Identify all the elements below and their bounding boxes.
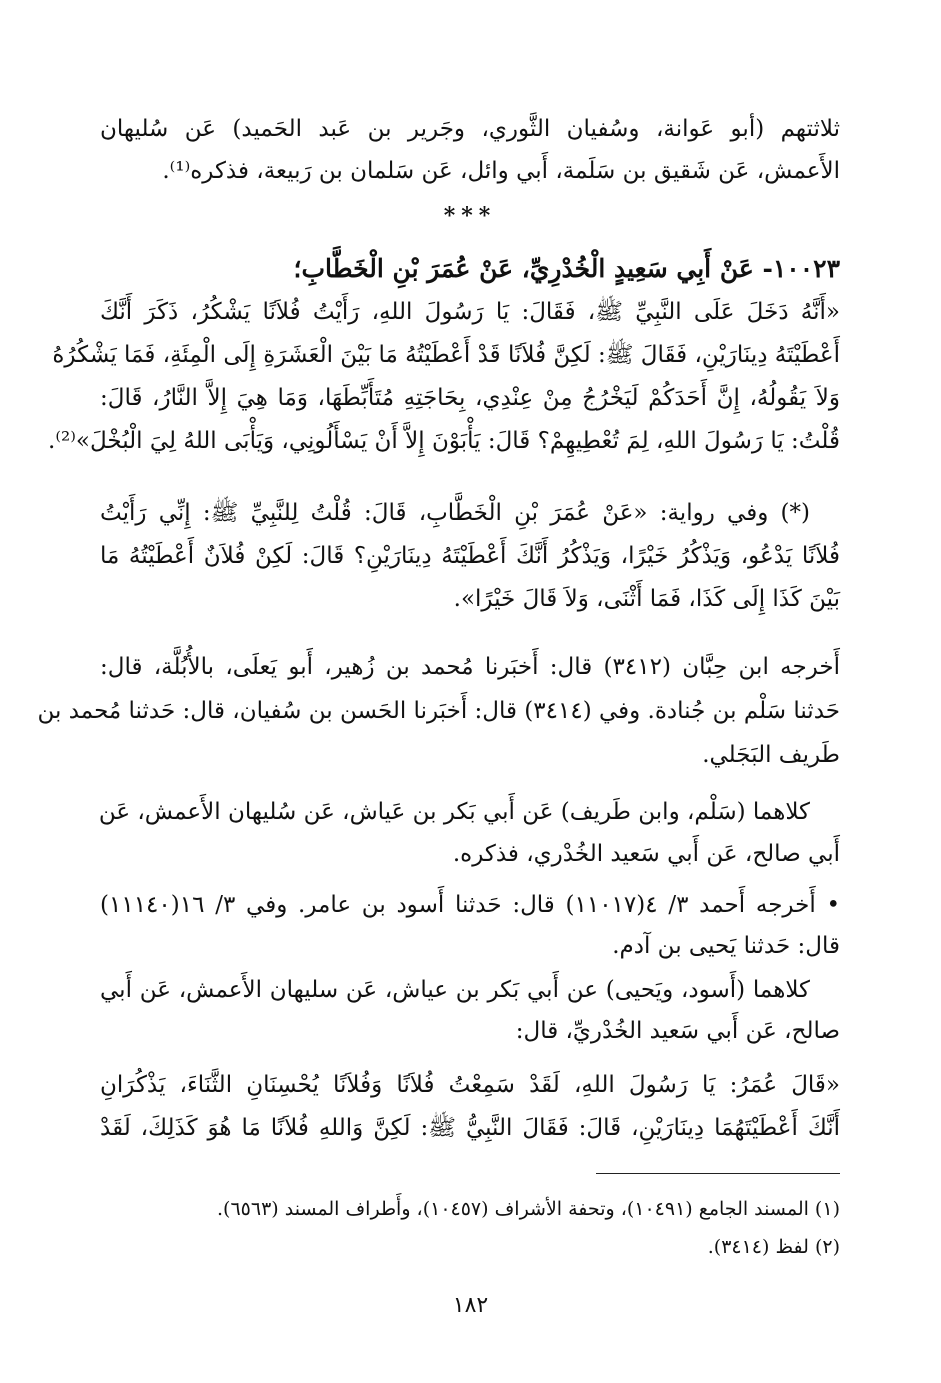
text-line: كلاهما (سَلْم، وابن طَريف) عَن أَبي بَكر بن عَياش، عَن سُليهان الأَعمش، عَن [98, 799, 810, 825]
text-line: الأَعمش، عَن شَقيق بن سَلَمة، أَبي وائل، عَن سَلمان بن رَبيعة، فذكره⁽¹⁾. [162, 158, 840, 184]
hadith-heading: ١٠٠٢٣- عَنْ أَبِي سَعِيدٍ الْخُدْرِيِّ، عَنْ عُمَرَ بْنِ الْخَطَّابِ؛ [293, 254, 840, 283]
text-line: أَنَّكَ أَعْطَيْتَهُمَا دِينَارَيْنِ، قَالَ: فَقَالَ النَّبِيُّ ﷺ: لَكِنَّ وَاللهِ فُلاَنًا مَا هُوَ كَذَلِكَ، لَقَدْ [100, 1115, 840, 1141]
text-line: صالح، عَن أَبي سَعيد الخُدْريِّ، قال: [515, 1018, 840, 1044]
text-line: وَلاَ يَقُولُهُ، إِنَّ أَحَدَكُمْ لَيَخْرُجُ مِنْ عِنْدِي، بِحَاجَتِهِ مُتَأَبِّطَهَا، وَمَا هِيَ إِلاَّ النَّارُ، قَالَ: [100, 385, 840, 411]
footnote: (١) المسند الجامع (١٠٤٩١)، وتحفة الأشراف (١٠٤٥٧)، وأَطراف المسند (٦٥٦٣). [217, 1198, 840, 1220]
text-line: • أَخرجه أَحمد ٣/ ٤(١١٠١٧) قال: حَدثنا أَسود بن عامر. وفي ٣/ ١٦(١١١٤٠) [100, 892, 841, 918]
text-line: كلاهما (أَسود، ويَحيى) عن أَبي بَكر بن عياش، عَن سليهان الأَعمش، عَن أَبي [100, 977, 810, 1003]
text-line: بَيْنَ كَذَا إِلَى كَذَا، فَمَا أَثْنَى، وَلاَ قَالَ خَيْرًا». [453, 586, 840, 612]
footnote-rule [596, 1173, 840, 1174]
page-number: ١٨٢ [452, 1293, 489, 1318]
text-line: قال: حَدثنا يَحيى بن آدم. [612, 933, 840, 959]
text-line: حَدثنا سَلْم بن جُنادة. وفي (٣٤١٤) قال: أَخبَرنا الحَسن بن سُفيان، قال: حَدثنا مُحمد بن [37, 698, 840, 724]
text-line: قُلْتُ: يَا رَسُولَ اللهِ، لِمَ تُعْطِيهِمْ؟ قَالَ: يَأْبَوْنَ إِلاَّ أَنْ يَسْأَلُونِي، وَيَأْبَى اللهُ لِيَ الْبُخْلَ»⁽²⁾. [48, 428, 840, 454]
text-line: «قَالَ عُمَرُ: يَا رَسُولَ اللهِ، لَقَدْ سَمِعْتُ فُلاَنًا وَفُلاَنًا يُحْسِنَانِ الثَّنَاءَ، يَذْكُرَانِ [100, 1072, 840, 1098]
text-line: فُلاَنًا يَدْعُو، وَيَذْكُرُ خَيْرًا، وَيَذْكُرُ أَنَّكَ أَعْطَيْتَهُ دِينَارَيْنِ؟ قَالَ: لَكِنْ فُلاَنٌ أَعْطَيْتُهُ مَا [100, 543, 840, 569]
text-line: أَخرجه ابن حِبَّان (٣٤١٢) قال: أَخبَرنا مُحمد بن زُهير، أَبو يَعلَى، بالأُبُلَّة، قال: [100, 654, 840, 680]
text-line: «أَنَّهُ دَخَلَ عَلَى النَّبِيِّ ﷺ، فَقَالَ: يَا رَسُولَ اللهِ، رَأَيْتُ فُلاَنًا يَشْكُرُ، ذَكَرَ أَنَّكَ [100, 299, 840, 325]
section-separator: *** [443, 203, 497, 229]
footnote: (٢) لفظ (٣٤١٤). [707, 1236, 840, 1258]
text-line: ثلاثتهم (أبو عَوانة، وسُفيان الثَّوري، وجَرير بن عَبد الحَميد) عَن سُليهان [100, 116, 840, 142]
text-line: طَريف البَجَلي. [702, 742, 840, 768]
text-line: أَعْطَيْتَهُ دِينَارَيْنِ، فَقَالَ ﷺ: لَكِنَّ فُلاَنًا قَدْ أَعْطَيْتُهُ مَا بَيْنَ الْعَشَرَةِ إِلَى الْمِئَةِ، فَمَا يَشْكُرُهُ [52, 342, 840, 368]
text-line: (*) وفي رواية: «عَنْ عُمَرَ بْنِ الْخَطَّابِ، قَالَ: قُلْتُ لِلنَّبِيِّ ﷺ: إِنِّي رَأَيْتُ [100, 500, 810, 526]
text-line: أَبي صالح، عَن أَبي سَعيد الخُدْري، فذكره. [452, 841, 840, 867]
